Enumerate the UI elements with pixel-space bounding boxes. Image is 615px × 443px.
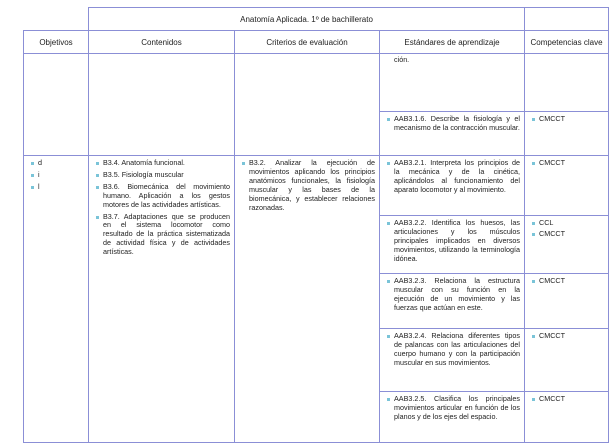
competence-cell [525,274,609,329]
contenido-item: B3.4. Anatomía funcional. [93,159,230,168]
standard-cell [380,329,525,392]
competence-item: CMCCT [529,230,604,239]
table-title: Anatomía Aplicada. 1º de bachillerato [89,8,525,31]
curriculum-table-wrapper [23,7,608,443]
standard-item: AAB3.2.5. Clasifica los principales movimientos articular en función de los planos y de los ejes del espacio. [384,395,520,422]
standard-cell [380,156,525,216]
header-row [24,31,609,54]
standard-item: AAB3.2.1. Interpreta los principios de la mecánica y de la cinética, aplicándolos al funcionamiento del aparato locomotor y al movimiento. [384,159,520,195]
competence-item: CMCCT [529,159,604,168]
header-criterios: Criterios de evaluación [235,31,380,54]
cont-contenidos-cell [89,54,235,156]
objetivo-item: i [28,171,84,180]
standard-item: AAB3.2.2. Identifica los huesos, las articulaciones y los músculos principales implicados en diversos movimientos, utilizando la terminología idónea. [384,219,520,264]
header-estandares: Estándares de aprendizaje [380,31,525,54]
objetivos-cell [24,156,89,443]
standard-item: AAB3.2.3. Relaciona la estructura muscular con su función en la ejecución de un movimiento y las fuerzas que actúan en este. [384,277,520,313]
contenido-item: B3.7. Adaptaciones que se producen en el sistema locomotor como resultado de la práctica sistematizada de actividad física y de actividades artísticas. [93,213,230,258]
contenido-item: B3.6. Biomecánica del movimiento humano. Aplicación a los gestos motores de las actividades artísticas. [93,183,230,210]
competence-cell [525,156,609,216]
cont-competence-cell [525,112,609,156]
standard-cell [380,392,525,443]
block-row-1 [24,156,609,216]
competence-cell [525,216,609,274]
title-empty-cell [24,8,89,31]
cont-standard-cell [380,112,525,156]
header-competencias: Competencias clave [525,31,609,54]
cont-competence-item: CMCCT [529,115,604,124]
contenidos-cell [89,156,235,443]
criterio-cell [235,156,380,443]
standard-cell [380,274,525,329]
standard-cell [380,216,525,274]
competence-item: CCL [529,219,604,228]
objetivo-item: l [28,183,84,192]
cont-standard-item: AAB3.1.6. Describe la fisiología y el mecanismo de la contracción muscular. [384,115,520,133]
criterio-item: B3.2. Analizar la ejecución de movimientos aplicando los principios anatómicos funcionales, la fisiología muscular y las bases de la biomecánica, y establecer relaciones razonadas. [239,159,375,212]
objetivo-item: d [28,159,84,168]
cont-objetivos-cell [24,54,89,156]
cont-tail-comp [525,54,609,112]
cont-criterios-cell [235,54,380,156]
title-empty-cell-right [525,8,609,31]
competence-cell [525,392,609,443]
curriculum-table [23,7,609,443]
title-row [24,8,609,31]
header-contenidos: Contenidos [89,31,235,54]
competence-item: CMCCT [529,332,604,341]
competence-item: CMCCT [529,277,604,286]
continuation-row [24,54,609,112]
standard-item: AAB3.2.4. Relaciona diferentes tipos de palancas con las articulaciones del cuerpo humano y con la participación muscular en sus movimientos. [384,332,520,368]
competence-cell [525,329,609,392]
competence-item: CMCCT [529,395,604,404]
cont-tail-text: ción. [394,55,410,64]
contenido-item: B3.5. Fisiología muscular [93,171,230,180]
cont-tail-cell [380,54,525,112]
header-objetivos: Objetivos [24,31,89,54]
